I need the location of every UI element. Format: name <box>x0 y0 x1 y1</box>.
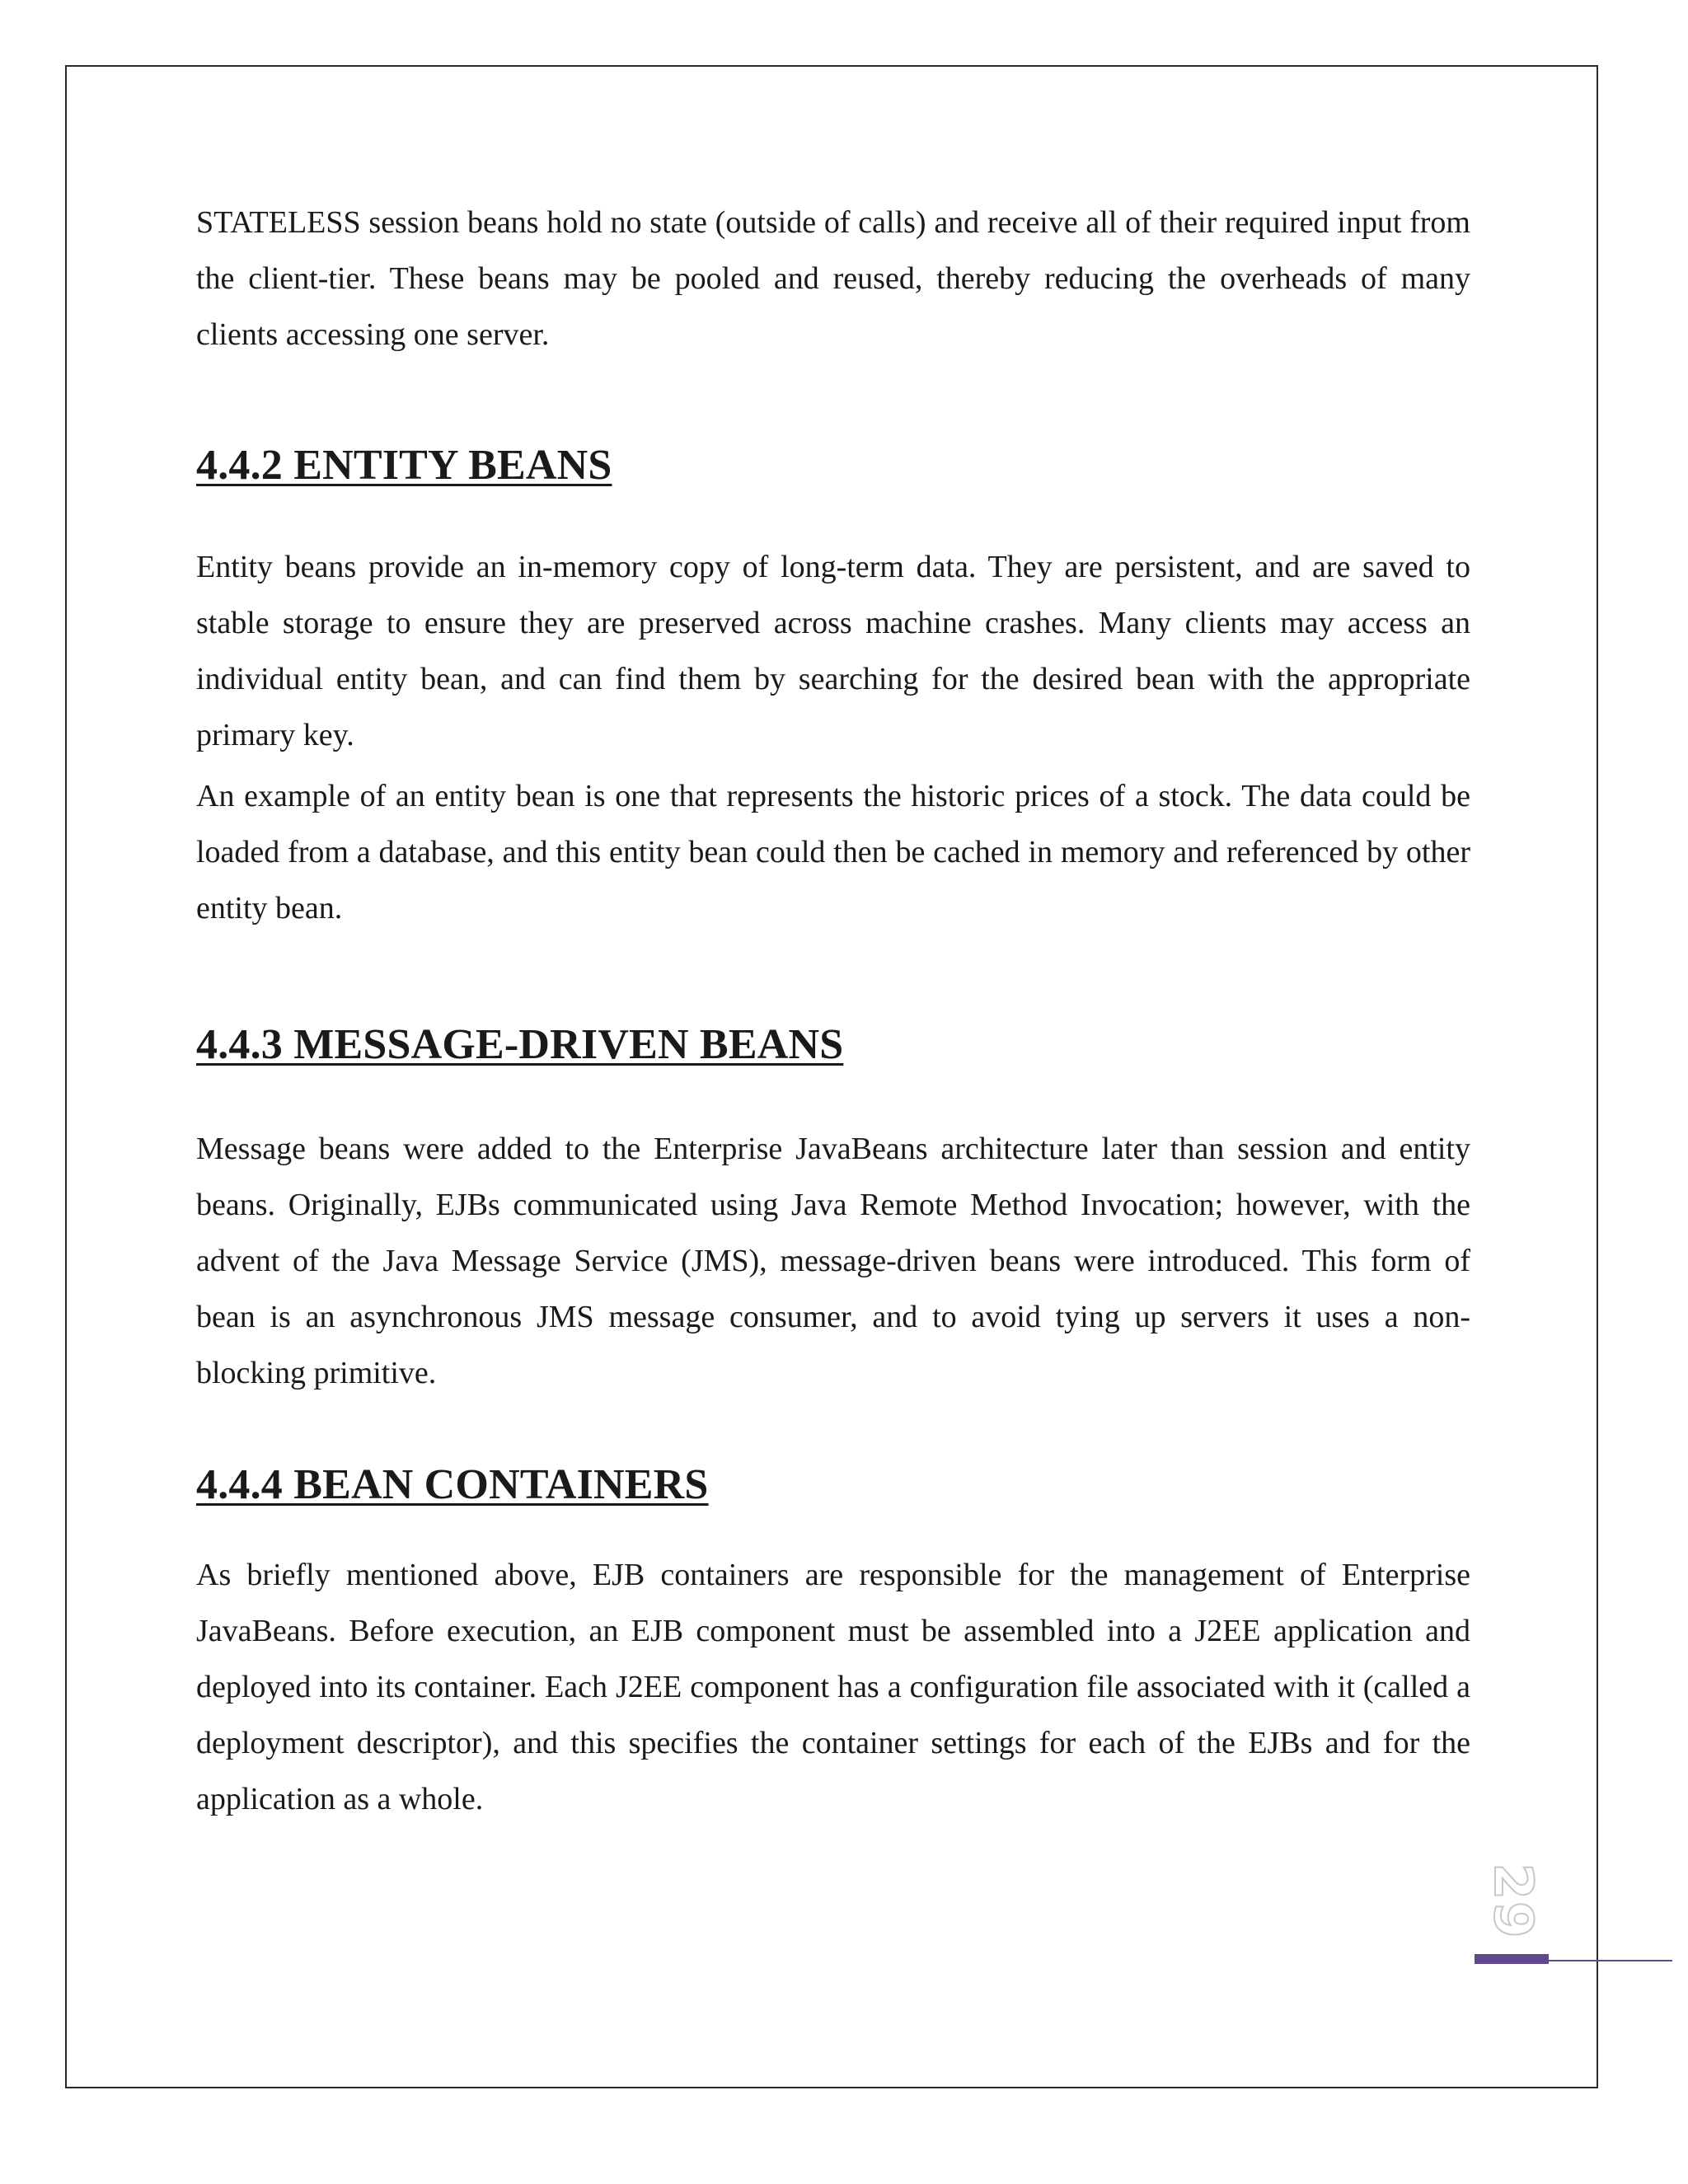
heading-bean-containers: 4.4.4 BEAN CONTAINERS <box>196 1461 709 1508</box>
heading-message-driven-beans: 4.4.3 MESSAGE-DRIVEN BEANS <box>196 1021 844 1068</box>
page-number: 29 <box>1482 1863 1543 1940</box>
heading-entity-beans: 4.4.2 ENTITY BEANS <box>196 442 612 489</box>
footer-accent-bar <box>1475 1954 1549 1964</box>
bean-containers-paragraph: As briefly mentioned above, EJB containers are responsible for the management of Enterprise JavaBeans. Before execution, an EJB component must be assembled into a J2EE application and deployed into its container. Each J2EE component has a configuration file associated with it (called a deployment descriptor), and this specifies the container settings for each of the EJBs and for the application as a whole. <box>196 1558 1470 1816</box>
entity-beans-paragraph-2: An example of an entity bean is one that represents the historic prices of a stock. The data could be loaded from a database, and this entity bean could then be cached in memory and referenced by other entity bean. <box>196 779 1470 926</box>
message-driven-beans-paragraph: Message beans were added to the Enterprise JavaBeans architecture later than session and entity beans. Originally, EJBs communicated using Java Remote Method Invocation; however, with the advent of the Java Message Service (JMS), message-driven beans were introduced. This form of bean is an asynchronous JMS message consumer, and to avoid tying up servers it uses a non-blocking primitive. <box>196 1132 1470 1390</box>
stateless-paragraph: STATELESS session beans hold no state (outside of calls) and receive all of their required input from the client-tier. These beans may be pooled and reused, thereby reducing the overheads of many clients accessing one server. <box>196 205 1470 352</box>
entity-beans-paragraph-1: Entity beans provide an in-memory copy of long-term data. They are persistent, and are saved to stable storage to ensure they are preserved across machine crashes. Many clients may access an individual entity bean, and can find them by searching for the desired bean with the appropriate primary key. <box>196 550 1470 752</box>
footer-accent-line <box>1549 1960 1672 1961</box>
